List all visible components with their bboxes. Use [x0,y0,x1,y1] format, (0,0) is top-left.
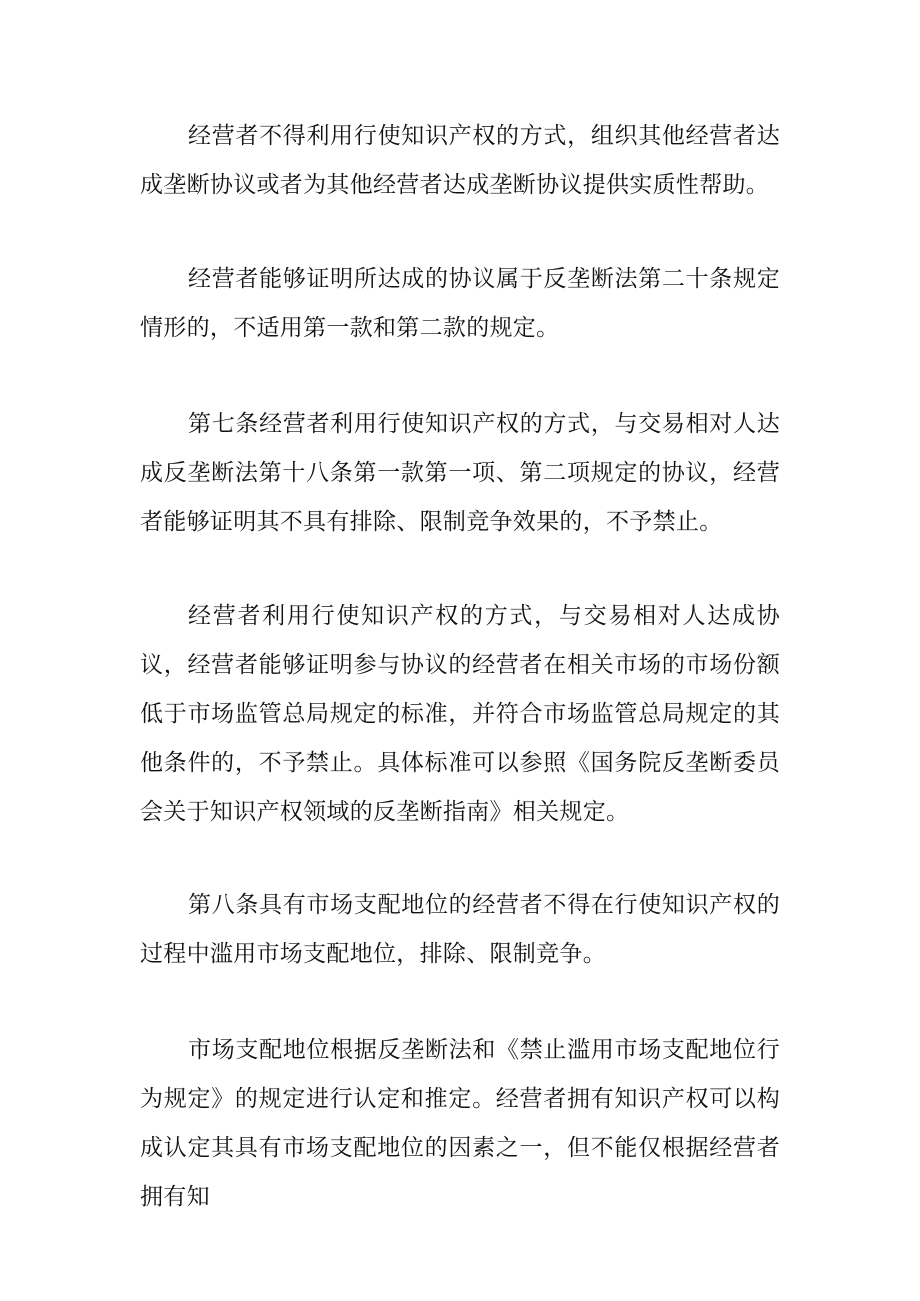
paragraph-4: 经营者利用行使知识产权的方式，与交易相对人达成协议，经营者能够证明参与协议的经营者在相关市场的市场份额低于市场监管总局规定的标准，并符合市场监管总局规定的其他条件的，不予禁止。具体标准可以参照《国务院反垄断委员会关于知识产权领域的反垄断指南》相关规定。 [140,603,780,825]
paragraph-3: 第七条经营者利用行使知识产权的方式，与交易相对人达成反垄断法第十八条第一款第一项、第二项规定的协议，经营者能够证明其不具有排除、限制竞争效果的，不予禁止。 [140,411,780,535]
paragraph-2: 经营者能够证明所达成的协议属于反垄断法第二十条规定情形的，不适用第一款和第二款的规定。 [140,266,780,341]
paragraph-1: 经营者不得利用行使知识产权的方式，组织其他经营者达成垄断协议或者为其他经营者达成垄断协议提供实质性帮助。 [140,123,780,198]
paragraph-5: 第八条具有市场支配地位的经营者不得在行使知识产权的过程中滥用市场支配地位，排除、限制竞争。 [140,892,780,967]
paragraph-6: 市场支配地位根据反垄断法和《禁止滥用市场支配地位行为规定》的规定进行认定和推定。经营者拥有知识产权可以构成认定其具有市场支配地位的因素之一，但不能仅根据经营者拥有知 [140,1037,780,1210]
